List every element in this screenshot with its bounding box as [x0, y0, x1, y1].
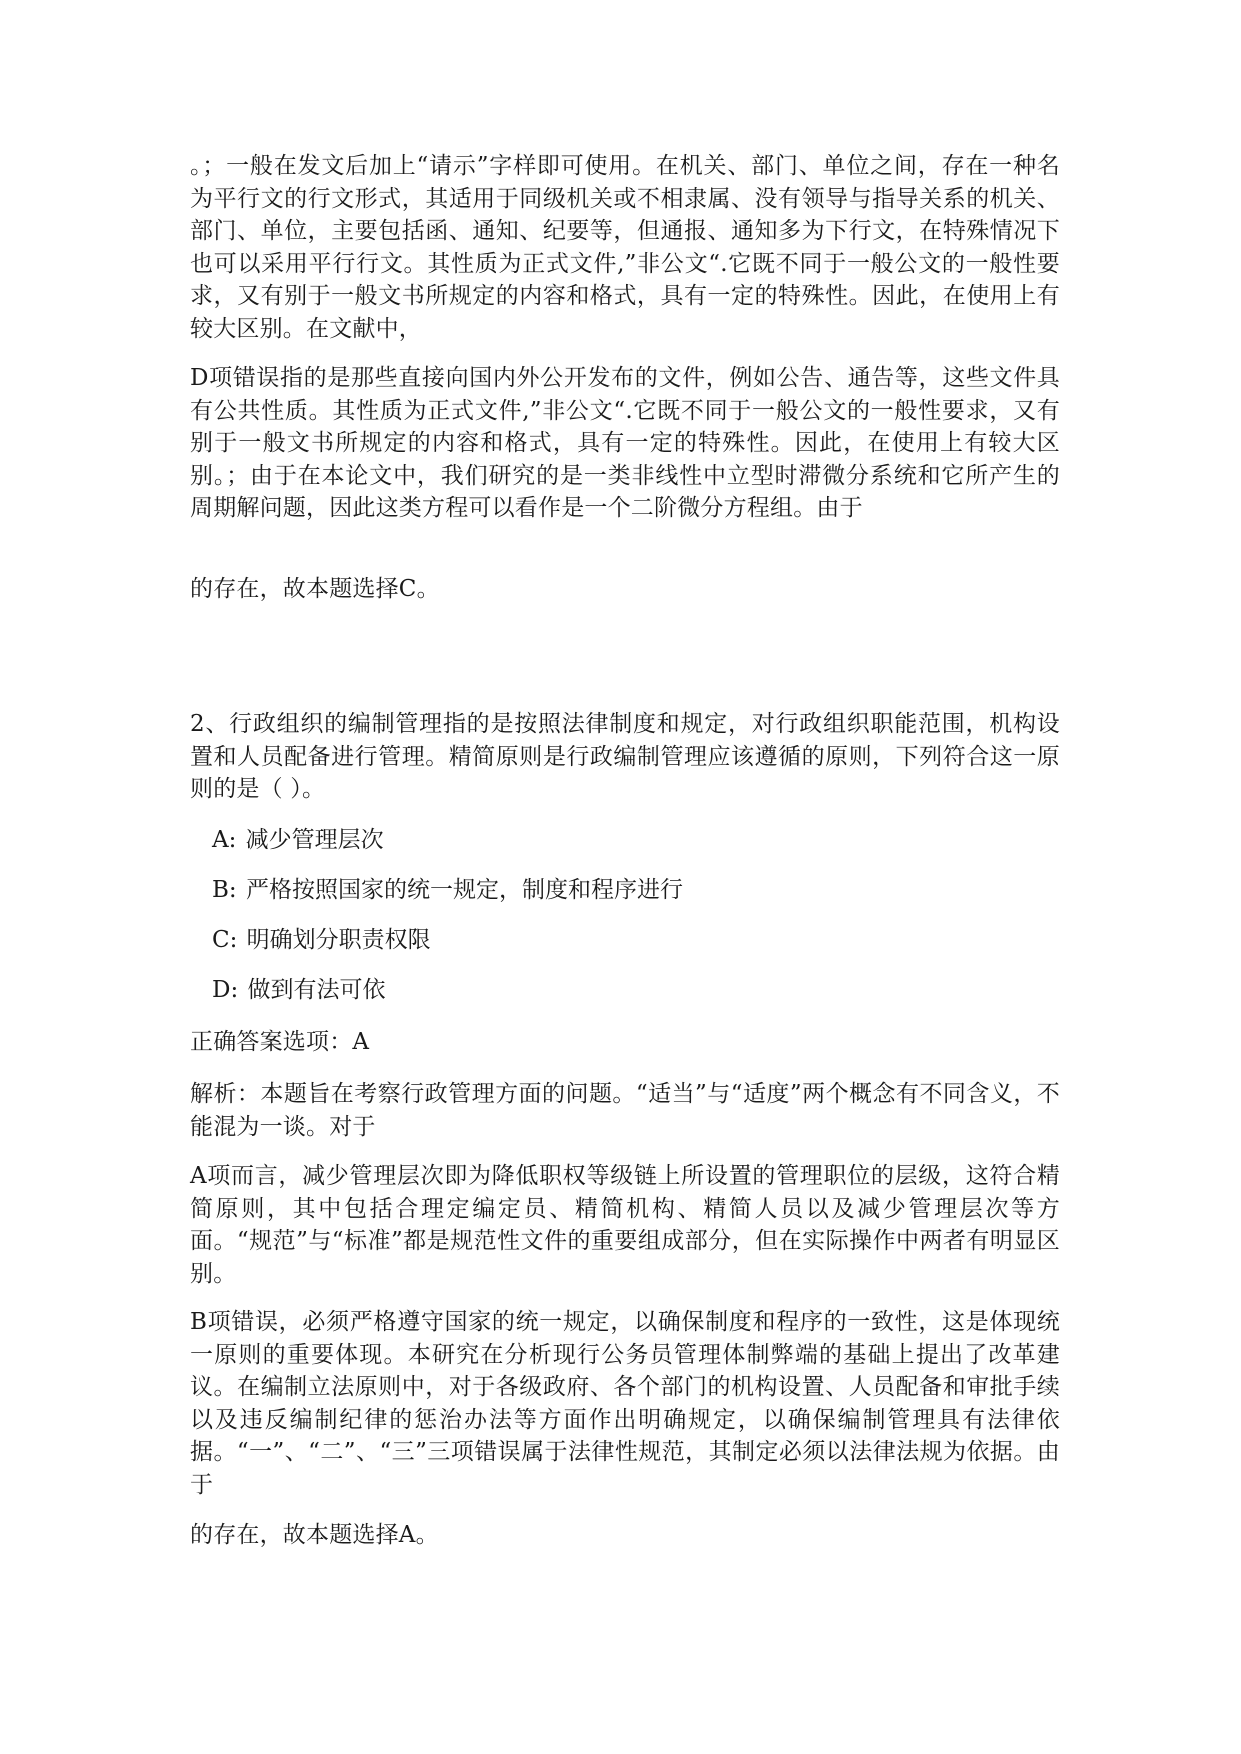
- option-text: 严格按照国家的统一规定，制度和程序进行: [245, 877, 683, 903]
- option-text: 减少管理层次: [245, 827, 384, 853]
- q2-option-a: [212, 824, 1052, 856]
- q1-paragraph-1: 。；一般在发文后加上“请示”字样即可使用。在机关、部门、单位之间，存在一种名为平行文的行文形式，其适用于同级机关或不相隶属、没有领导与指导关系的机关、部门、单位，主要包括函、通知、纪要等，但通报、通知多为下行文，在特殊情况下也可以采用平行行文。其性质为正式文件,”非公文“.它既不同于一般公文的一般性要求，又有别于一般文书所规定的内容和格式，具有一定的特殊性。因此，在使用上有较大区别。在文献中，: [190, 153, 1060, 342]
- q2-analysis: 解析：本题旨在考察行政管理方面的问题。“适当”与“适度”两个概念有不同含义，不能混为一谈。对于: [190, 1081, 1060, 1140]
- q2-paragraph-b: B项错误，必须严格遵守国家的统一规定，以确保制度和程序的一致性，这是体现统一原则的重要体现。本研究在分析现行公务员管理体制弊端的基础上提出了改革建议。在编制立法原则中，对于各级政府、各个部门的机构设置、人员配备和审批手续以及违反编制纪律的惩治办法等方面作出明确规定，以确保编制管理具有法律依据。“一”、“二”、“三”三项错误属于法律性规范，其制定必须以法律法规为依据。由于: [190, 1309, 1060, 1498]
- option-letter: D:: [212, 977, 239, 1003]
- option-text: 明确划分职责权限: [246, 927, 431, 953]
- option-letter: B:: [212, 877, 237, 903]
- q2-conclusion: 的存在，故本题选择A。: [190, 1522, 439, 1548]
- q2-option-d: [212, 974, 1052, 1006]
- q1-paragraph-2: D项错误指的是那些直接向国内外公开发布的文件，例如公告、通告等，这些文件具有公共性质。其性质为正式文件,”非公文“.它既不同于一般公文的一般性要求，又有别于一般文书所规定的内容和格式，具有一定的特殊性。因此，在使用上有较大区别。；由于在本论文中，我们研究的是一类非线性中立型时滞微分系统和它所产生的周期解问题，因此这类方程可以看作是一个二阶微分方程组。由于: [190, 365, 1060, 521]
- q2-option-b: [212, 874, 1052, 906]
- q2-stem: 2、行政组织的编制管理指的是按照法律制度和规定，对行政组织职能范围，机构设置和人员配备进行管理。精简原则是行政编制管理应该遵循的原则，下列符合这一原则的是（ ）。: [190, 711, 1060, 802]
- option-letter: A:: [212, 827, 237, 853]
- q2-paragraph-a: A项而言，减少管理层次即为降低职权等级链上所设置的管理职位的层级，这符合精简原则，其中包括合理定编定员、精简机构、精简人员以及减少管理层次等方面。“规范”与“标准”都是规范性文件的重要组成部分，但在实际操作中两者有明显区别。: [190, 1163, 1060, 1287]
- option-text: 做到有法可依: [247, 977, 386, 1003]
- q1-conclusion: 的存在，故本题选择C。: [190, 576, 440, 602]
- q2-answer: 正确答案选项：A: [190, 1029, 370, 1055]
- option-letter: C:: [212, 927, 238, 953]
- q2-option-c: [212, 924, 1052, 956]
